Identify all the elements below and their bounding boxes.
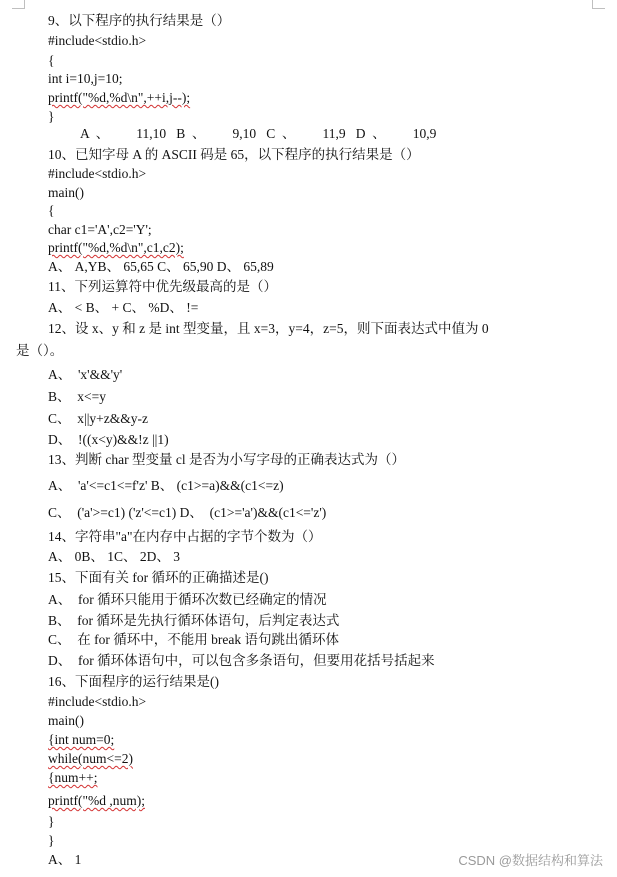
watermark: CSDN @数据结构和算法 — [458, 853, 603, 868]
crop-mark-right-h — [592, 8, 605, 9]
code-line: {num++; — [48, 770, 98, 785]
question-14: 14、字符串"a"在内存中占据的字节个数为（） — [48, 529, 322, 544]
code-line: } — [48, 109, 55, 124]
crop-mark-left-h — [12, 8, 25, 9]
code-line: while(num<=2) — [48, 751, 133, 766]
code-line: int i=10,j=10; — [48, 71, 123, 86]
option-12d: D、 !((x<y)&&!z ||1) — [48, 432, 169, 447]
code-line: printf("%d,%d\n",c1,c2); — [48, 240, 184, 255]
option-15b: B、 for 循环是先执行循环体语句，后判定表达式 — [48, 613, 340, 628]
code-line: { — [48, 203, 55, 218]
code-line: main() — [48, 713, 84, 728]
code-line: {int num=0; — [48, 732, 115, 747]
options-9: A 、 11,10 B 、 9,10 C 、 11,9 D 、 10,9 — [80, 126, 437, 141]
options-14: A、 0B、 1C、 2D、 3 — [48, 549, 181, 564]
option-12b: B、 x<=y — [48, 389, 106, 404]
code-line: main() — [48, 185, 84, 200]
options-11: A、 < B、 + C、 %D、 != — [48, 300, 199, 315]
code-line: #include<stdio.h> — [48, 166, 147, 181]
question-15: 15、下面有关 for 循环的正确描述是() — [48, 570, 269, 585]
question-13: 13、判断 char 型变量 cl 是否为小写字母的正确表达式为（） — [48, 452, 405, 467]
option-12a: A、 'x'&&'y' — [48, 367, 123, 382]
question-12-cont: 是（）。 — [16, 343, 64, 358]
crop-mark-left — [24, 0, 25, 8]
code-line: printf("%d ,num); — [48, 793, 145, 808]
code-line: #include<stdio.h> — [48, 694, 147, 709]
question-11: 11、下列运算符中优先级最高的是（） — [48, 279, 277, 294]
code-line: printf("%d,%d\n",++i,j--); — [48, 90, 191, 105]
code-line: } — [48, 814, 55, 829]
option-15a: A、 for 循环只能用于循环次数已经确定的情况 — [48, 592, 327, 607]
crop-mark-right — [592, 0, 593, 8]
option-15c: C、 在 for 循环中，不能用 break 语句跳出循环体 — [48, 632, 339, 647]
option-15d: D、 for 循环体语句中，可以包含多条语句，但要用花括号括起来 — [48, 653, 435, 668]
question-9: 9、以下程序的执行结果是（） — [48, 13, 231, 28]
code-line: #include<stdio.h> — [48, 33, 147, 48]
question-16: 16、下面程序的运行结果是() — [48, 674, 219, 689]
options-13cd: C、 ('a'>=c1) ('z'<=c1) D、 (c1>='a')&&(c1<='z') — [48, 505, 327, 520]
question-12: 12、设 x、y 和 z 是 int 型变量，且 x=3，y=4，z=5，则下面表达式中值为 0 — [48, 321, 489, 336]
options-13ab: A、 'a'<=c1<=f'z' B、 (c1>=a)&&(c1<=z) — [48, 478, 284, 493]
option-12c: C、 x||y+z&&y-z — [48, 411, 149, 426]
code-line: } — [48, 833, 55, 848]
code-line: { — [48, 53, 55, 68]
option-16a: A、 1 — [48, 852, 82, 867]
options-10: A、 A,YB、 65,65 C、 65,90 D、 65,89 — [48, 259, 274, 274]
code-line: char c1='A',c2='Y'; — [48, 222, 152, 237]
question-10: 10、已知字母 A 的 ASCII 码是 65，以下程序的执行结果是（） — [48, 147, 420, 162]
